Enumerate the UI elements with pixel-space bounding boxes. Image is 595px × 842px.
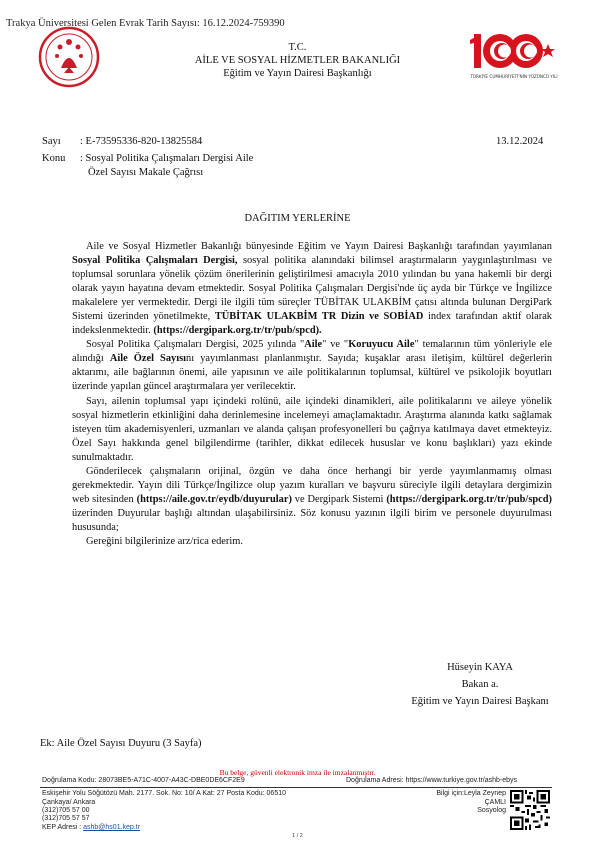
konu-value-line1: : Sosyal Politika Çalışmaları Dergisi Aile (80, 153, 254, 164)
footer-kep (42, 824, 140, 831)
centennial-caption: TÜRKİYE CUMHURİYETİ'NİN YÜZÜNCÜ YILI (470, 74, 558, 79)
footer-phone-2: (312)705 57 57 (42, 815, 90, 822)
header-department: Eğitim ve Yayın Dairesi Başkanlığı (223, 68, 372, 79)
signatory-title-1: Bakan a. (461, 679, 499, 690)
qr-code-icon (510, 790, 550, 830)
p1-text-e: index tarafından aktif olarak indekslenmektedir. (72, 311, 553, 337)
incoming-document-stamp: Trakya Üniversitesi Gelen Evrak Tarih Sayısı: 16.12.2024-759390 (6, 18, 285, 29)
header-ministry: AİLE VE SOSYAL HİZMETLER BAKANLIĞI (194, 55, 401, 66)
p2-special-issue: Aile Özel Sayısı (109, 353, 187, 365)
sayi-label: Sayı (42, 136, 61, 147)
p2-text-e: " temalarının tüm yönleriyle ele alındığı (72, 339, 552, 365)
esign-notice: Bu belge, güvenli elektronik imza ile imzalanmıştır. (219, 768, 376, 777)
verification-code: Doğrulama Kodu: 28073BE5-A71C-4007-A43C-DBE0DE6CF2E9 (42, 777, 245, 784)
letter-body (72, 240, 552, 549)
signatory-name: Hüseyin KAYA (447, 662, 513, 673)
contact-role: Sosyolog (477, 807, 506, 814)
p2-text-g: nı yayımlanması planlanmıştır. Sayıda; kuşaklar arası iletişim, kültürel değerlerin aktarımı, aile bağlarının önemi, aile yapısının ve aile politikalarının toplumsal, kültürel ve psikolojik boyutları üzerinde yapılan güncel araştırmalara yer verilecektir. (72, 353, 553, 393)
footer-address-line1: Eskişehir Yolu Söğütözü Mah. 2177. Sok. No: 10/ A Kat: 27 Posta Kodu: 06510 (42, 790, 287, 797)
p1-text-c: sosyal politika alanındaki bilimsel araştırmaların yaygınlaştırılması ve toplumsal sorunlara yönelik çözüm önerilerinin geliştirilmesi amacıyla 2010 yılından bu yana hakemli bir dergi olarak yayın hayatına devam etmektedir. Sosyal Politika Çalışmaları Dergisi'nde üç ayda bir Türkçe ve İngilizce makalelere yer vermektedir. Dergi ile ilgili tüm süreçler TÜBİTAK ULAKBİM çatısı altında bulunan DergiPark Sistemi üzerinden yönetilmekte, (72, 255, 553, 323)
konu-label: Konu (42, 153, 66, 164)
document-date: 13.12.2024 (496, 136, 544, 147)
paragraph-3: Sayı, ailenin toplumsal yapı içindeki rolünü, aile içindeki dinamikleri, aile politikalarını ve aileye yönelik sosyal hizmetlerin etkinliğini daha derinlemesine incelemeyi amaçlamaktadır. Araştırma alanında katkı sağlamak isteyen tüm akademisyenleri, uzmanları ve alanda çalışan profesyonelleri bu çağrıya katılmaya davet etmekteyiz. Özel Sayı hakkında genel bilgilendirme (tarihler, dikkat edilecek hususlar ve konu başlıkları) yazı ekinde sunulmaktadır. (72, 395, 552, 463)
contact-name: ÇAMLI (484, 799, 506, 806)
verification-address[interactable]: Doğrulama Adresi: https://www.turkiye.gov.tr/ashb-ebys (346, 777, 518, 784)
p1-dergipark-link[interactable]: (https://dergipark.org.tr/tr/pub/spcd). (153, 325, 322, 337)
p1-journal-name: Sosyal Politika Çalışmaları Dergisi, (72, 255, 238, 267)
page-number: 1 / 2 (292, 833, 303, 839)
sayi-value: : E-73595336-820-13825584 (80, 136, 203, 147)
footer-divider (40, 787, 552, 788)
footer-phone-1: (312)705 57 00 (42, 807, 90, 814)
p4-dergipark-link[interactable]: (https://dergipark.org.tr/tr/pub/spcd) (386, 493, 552, 505)
attachment-line: Ek: Aile Özel Sayısı Duyuru (3 Sayfa) (40, 738, 202, 749)
p4-text-c: ve Dergipark Sistemi (291, 493, 387, 505)
paragraph-2 (72, 338, 552, 394)
kep-address-link[interactable]: ashb@hs01.kep.tr (83, 824, 141, 831)
p2-theme-koruyucu: Koruyucu Aile (348, 339, 415, 351)
p4-aile-link[interactable]: (https://aile.gov.tr/eydb/duyurular) (136, 493, 292, 505)
footer-address-line2: Çankaya/ Ankara (42, 799, 96, 806)
contact-info-label: Bilgi için:Leyla Zeynep (436, 790, 506, 797)
p4-text-e: üzerinden Duyurular başlığı altından ulaşabilirsiniz. Söz konusu yazının ilgili birim ve personele duyurulması hususunda; (72, 507, 552, 533)
distribution-heading: DAĞITIM YERLERİNE (244, 213, 351, 224)
header-tc: T.C. (288, 42, 307, 53)
p1-text-a: Aile ve Sosyal Hizmetler Bakanlığı bünyesinde Eğitim ve Yayın Dairesi Başkanlığı tarafından yayımlanan (86, 241, 552, 252)
p2-text-c: " ve " (322, 339, 349, 351)
konu-value-line2: Özel Sayısı Makale Çağrısı (88, 167, 204, 178)
p1-index-names: TÜBİTAK ULAKBİM TR Dizin ve SOBİAD (214, 311, 424, 323)
paragraph-1 (72, 240, 552, 338)
kep-label: KEP Adresi : (42, 824, 84, 831)
signatory-title-2: Eğitim ve Yayın Dairesi Başkanı (411, 696, 549, 707)
p2-theme-aile: Aile (304, 339, 323, 351)
paragraph-4 (72, 465, 552, 535)
p2-text-a: Sosyal Politika Çalışmaları Dergisi, 2025 yılında " (86, 339, 305, 351)
paragraph-5: Gereğini bilgilerinize arz/rica ederim. (86, 535, 243, 547)
p4-text-a: Gönderilecek çalışmaların orijinal, özgün ve daha önce herhangi bir yerde yayımlanmamış olması gerekmektedir. Yayın dili Türkçe/İngilizce olup yazım kuralları ve başvuru süreciyle ilgili detaylara dergimizin web sitesinden (72, 465, 552, 505)
